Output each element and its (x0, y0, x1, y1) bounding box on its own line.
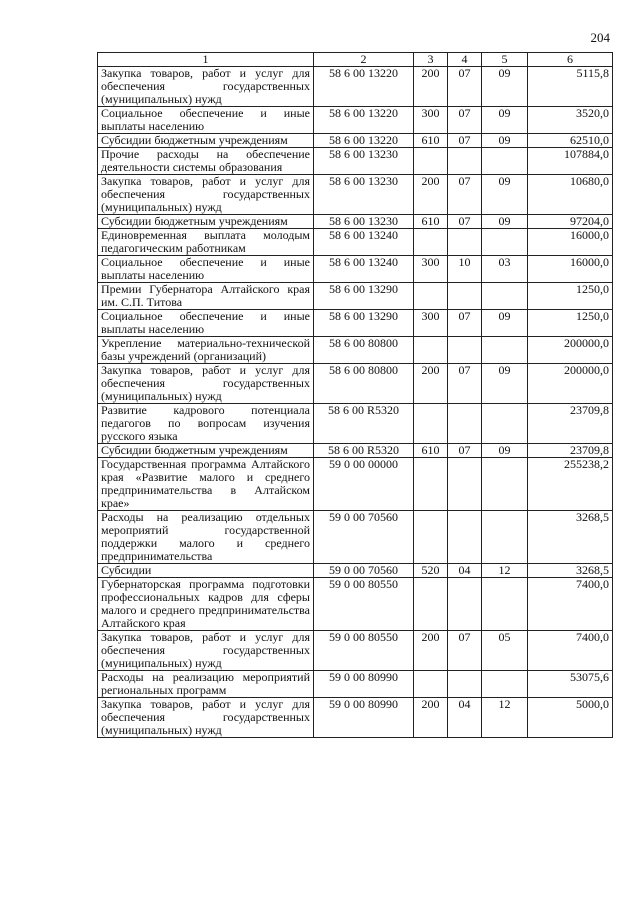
row-col4: 10 (448, 256, 482, 283)
row-col3: 200 (414, 698, 448, 738)
row-code: 59 0 00 70560 (314, 511, 414, 564)
row-description: Субсидии бюджетным учреждениям (98, 444, 314, 458)
row-col4 (448, 337, 482, 364)
row-description: Субсидии бюджетным учреждениям (98, 134, 314, 148)
row-amount: 7400,0 (528, 578, 613, 631)
row-col3: 610 (414, 444, 448, 458)
row-code: 58 6 00 13230 (314, 215, 414, 229)
row-col3: 520 (414, 564, 448, 578)
table-row (98, 215, 613, 229)
row-col4: 07 (448, 67, 482, 107)
table-row (98, 698, 613, 738)
row-col4 (448, 578, 482, 631)
table-row (98, 364, 613, 404)
table-row (98, 511, 613, 564)
row-amount: 5115,8 (528, 67, 613, 107)
row-code: 58 6 00 13230 (314, 148, 414, 175)
row-col5 (482, 337, 528, 364)
row-col5: 09 (482, 444, 528, 458)
row-col5: 12 (482, 698, 528, 738)
row-code: 59 0 00 80990 (314, 671, 414, 698)
row-col4 (448, 511, 482, 564)
row-col3 (414, 671, 448, 698)
row-description: Прочие расходы на обеспечение деятельности системы образования (98, 148, 314, 175)
table-row (98, 404, 613, 444)
row-amount: 200000,0 (528, 364, 613, 404)
row-col5 (482, 511, 528, 564)
row-col4: 07 (448, 107, 482, 134)
row-description: Губернаторская программа подготовки профессиональных кадров для сферы малого и среднего предпринимательства Алтайского края (98, 578, 314, 631)
page-number: 204 (590, 30, 610, 45)
row-col3: 200 (414, 631, 448, 671)
row-col5: 09 (482, 107, 528, 134)
row-description: Социальное обеспечение и иные выплаты населению (98, 256, 314, 283)
row-col3: 300 (414, 310, 448, 337)
row-amount: 3268,5 (528, 564, 613, 578)
row-amount: 10680,0 (528, 175, 613, 215)
table-header-row (98, 53, 613, 67)
row-col3: 200 (414, 364, 448, 404)
row-code: 58 6 00 13230 (314, 175, 414, 215)
row-description: Закупка товаров, работ и услуг для обеспечения государственных (муниципальных) нужд (98, 364, 314, 404)
row-description: Социальное обеспечение и иные выплаты населению (98, 310, 314, 337)
row-col5: 09 (482, 175, 528, 215)
row-description: Расходы на реализацию мероприятий региональных программ (98, 671, 314, 698)
row-col4: 07 (448, 215, 482, 229)
row-amount: 3268,5 (528, 511, 613, 564)
row-code: 58 6 00 13220 (314, 107, 414, 134)
row-amount: 23709,8 (528, 444, 613, 458)
row-col4: 07 (448, 364, 482, 404)
row-col5 (482, 671, 528, 698)
row-code: 58 6 00 R5320 (314, 404, 414, 444)
row-col5: 12 (482, 564, 528, 578)
row-code: 58 6 00 13240 (314, 256, 414, 283)
row-amount: 107884,0 (528, 148, 613, 175)
row-col4: 04 (448, 698, 482, 738)
row-amount: 97204,0 (528, 215, 613, 229)
row-description: Развитие кадрового потенциала педагогов по вопросам изучения русского языка (98, 404, 314, 444)
row-amount: 7400,0 (528, 631, 613, 671)
header-cell: 1 (98, 53, 314, 67)
header-cell: 4 (448, 53, 482, 67)
row-col3: 300 (414, 107, 448, 134)
row-amount: 53075,6 (528, 671, 613, 698)
table-row (98, 631, 613, 671)
row-col5: 09 (482, 310, 528, 337)
row-description: Социальное обеспечение и иные выплаты населению (98, 107, 314, 134)
row-code: 59 0 00 80550 (314, 578, 414, 631)
table-row (98, 578, 613, 631)
row-description: Премии Губернатора Алтайского края им. С.П. Титова (98, 283, 314, 310)
row-description: Субсидии бюджетным учреждениям (98, 215, 314, 229)
row-description: Закупка товаров, работ и услуг для обеспечения государственных (муниципальных) нужд (98, 698, 314, 738)
row-code: 58 6 00 R5320 (314, 444, 414, 458)
row-col4 (448, 283, 482, 310)
row-col4: 07 (448, 631, 482, 671)
table-row (98, 444, 613, 458)
row-col4 (448, 229, 482, 256)
row-col3 (414, 511, 448, 564)
row-description: Укрепление материально-технической базы учреждений (организаций) (98, 337, 314, 364)
header-cell: 6 (528, 53, 613, 67)
table-row (98, 67, 613, 107)
table-row (98, 310, 613, 337)
row-col3: 610 (414, 134, 448, 148)
budget-table (97, 52, 613, 738)
row-code: 58 6 00 13220 (314, 67, 414, 107)
row-col3: 300 (414, 256, 448, 283)
row-col5 (482, 458, 528, 511)
row-description: Государственная программа Алтайского края «Развитие малого и среднего предпринимательства в Алтайском крае» (98, 458, 314, 511)
row-col5: 05 (482, 631, 528, 671)
row-amount: 1250,0 (528, 310, 613, 337)
row-col5: 03 (482, 256, 528, 283)
header-cell: 2 (314, 53, 414, 67)
table-row (98, 229, 613, 256)
row-amount: 16000,0 (528, 256, 613, 283)
row-col5 (482, 283, 528, 310)
row-col3 (414, 337, 448, 364)
table-row (98, 337, 613, 364)
row-code: 59 0 00 80550 (314, 631, 414, 671)
header-cell: 5 (482, 53, 528, 67)
row-col5: 09 (482, 134, 528, 148)
row-col5: 09 (482, 67, 528, 107)
row-col4 (448, 671, 482, 698)
row-col4: 07 (448, 310, 482, 337)
row-col5: 09 (482, 215, 528, 229)
table-row (98, 175, 613, 215)
row-amount: 23709,8 (528, 404, 613, 444)
row-col4 (448, 458, 482, 511)
table-row (98, 107, 613, 134)
row-code: 58 6 00 13240 (314, 229, 414, 256)
table-row (98, 256, 613, 283)
header-cell: 3 (414, 53, 448, 67)
row-amount: 5000,0 (528, 698, 613, 738)
row-description: Закупка товаров, работ и услуг для обеспечения государственных (муниципальных) нужд (98, 175, 314, 215)
row-col3 (414, 283, 448, 310)
table-row (98, 283, 613, 310)
row-col3: 200 (414, 175, 448, 215)
row-col4: 07 (448, 134, 482, 148)
row-col5 (482, 404, 528, 444)
row-col3 (414, 578, 448, 631)
row-description: Закупка товаров, работ и услуг для обеспечения государственных (муниципальных) нужд (98, 67, 314, 107)
table-row (98, 134, 613, 148)
row-col5 (482, 229, 528, 256)
row-description: Закупка товаров, работ и услуг для обеспечения государственных (муниципальных) нужд (98, 631, 314, 671)
row-description: Субсидии (98, 564, 314, 578)
row-description: Расходы на реализацию отдельных мероприятий государственной поддержки малого и среднего предпринимательства (98, 511, 314, 564)
row-code: 58 6 00 13290 (314, 283, 414, 310)
table-row (98, 458, 613, 511)
row-col4: 07 (448, 444, 482, 458)
row-col3: 610 (414, 215, 448, 229)
row-amount: 200000,0 (528, 337, 613, 364)
row-code: 58 6 00 13220 (314, 134, 414, 148)
row-col5 (482, 148, 528, 175)
row-amount: 16000,0 (528, 229, 613, 256)
row-col4 (448, 404, 482, 444)
row-col4: 07 (448, 175, 482, 215)
row-amount: 3520,0 (528, 107, 613, 134)
table-row (98, 564, 613, 578)
row-code: 58 6 00 80800 (314, 364, 414, 404)
row-col5: 09 (482, 364, 528, 404)
row-col4: 04 (448, 564, 482, 578)
row-code: 59 0 00 00000 (314, 458, 414, 511)
row-col3: 200 (414, 67, 448, 107)
table-row (98, 671, 613, 698)
row-code: 59 0 00 80990 (314, 698, 414, 738)
row-col3 (414, 148, 448, 175)
row-col3 (414, 229, 448, 256)
row-amount: 1250,0 (528, 283, 613, 310)
row-amount: 255238,2 (528, 458, 613, 511)
row-col3 (414, 404, 448, 444)
row-col4 (448, 148, 482, 175)
row-description: Единовременная выплата молодым педагогическим работникам (98, 229, 314, 256)
row-code: 58 6 00 80800 (314, 337, 414, 364)
row-col5 (482, 578, 528, 631)
row-code: 59 0 00 70560 (314, 564, 414, 578)
row-code: 58 6 00 13290 (314, 310, 414, 337)
table-row (98, 148, 613, 175)
row-col3 (414, 458, 448, 511)
row-amount: 62510,0 (528, 134, 613, 148)
table-body (98, 53, 613, 738)
